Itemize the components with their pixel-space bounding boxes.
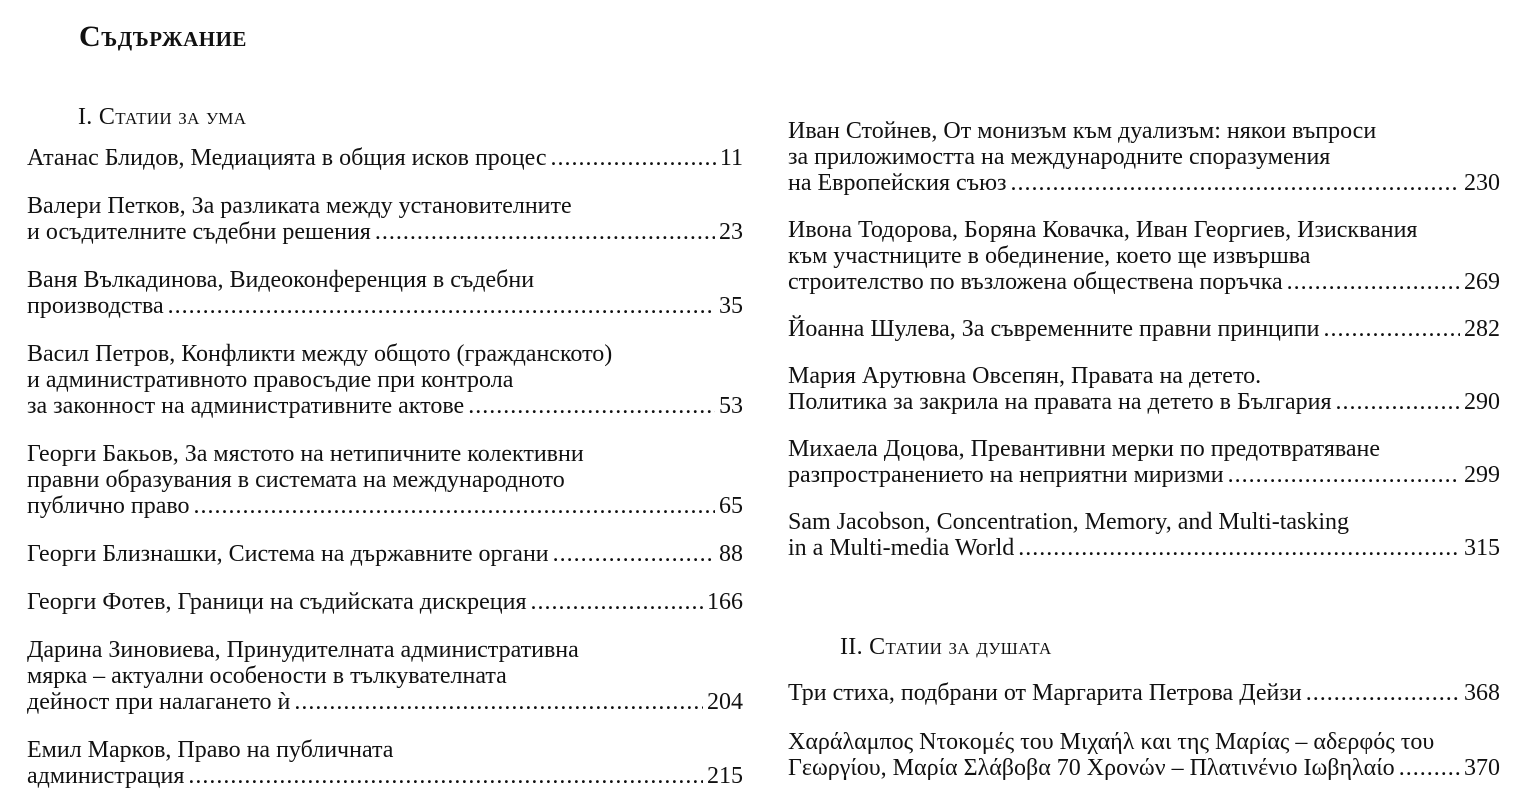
dot-leader: [194, 493, 715, 519]
toc-entry-text: Γεωργίου, Μαρία Σλάβοβα 70 Χρονών – Πλατινένιο Ιωβηλαίο: [788, 755, 1395, 781]
page-title: Съдържание: [79, 20, 247, 53]
toc-entry-line: Мария Арутювна Овсепян, Правата на детето.: [788, 363, 1262, 389]
dot-leader: [1323, 316, 1460, 342]
toc-entry: [788, 217, 1500, 295]
dot-leader: [168, 293, 715, 319]
page-number: 315: [1464, 535, 1500, 561]
toc-entry: [788, 316, 1500, 342]
toc-entry-last-line: [27, 393, 743, 419]
page-number: 53: [719, 393, 743, 419]
dot-leader: [1228, 462, 1460, 488]
toc-entry-text: администрация: [27, 763, 185, 789]
dot-leader: [531, 589, 703, 615]
toc-entry-line: и административното правосъдие при контрола: [27, 367, 514, 393]
toc-entry-line: Михаела Доцова, Превантивни мерки по предотвратяване: [788, 436, 1381, 462]
toc-entry-last-line: [27, 589, 743, 615]
page-number: 368: [1464, 680, 1500, 706]
page-number: 88: [719, 541, 743, 567]
toc-entry: [27, 267, 743, 319]
page-number: 204: [707, 689, 743, 715]
toc-entry-last-line: [788, 389, 1500, 415]
toc-entry-line: за приложимостта на международните споразумения: [788, 144, 1331, 170]
toc-entry-text: за законност на административните актове: [27, 393, 465, 419]
toc-entry-last-line: [27, 689, 743, 715]
toc-entry-last-line: [27, 493, 743, 519]
toc-entry: [27, 737, 743, 789]
toc-entry-last-line: [788, 269, 1500, 295]
page-number: 166: [707, 589, 743, 615]
page-number: 11: [719, 145, 743, 171]
toc-entry: [788, 363, 1500, 415]
toc-entry: [27, 145, 743, 171]
toc-entry-text: на Европейския съюз: [788, 170, 1007, 196]
toc-entry-text: Георги Близнашки, Система на държавните органи: [27, 541, 549, 567]
toc-entry-line: Георги Бакьов, За мястото на нетипичните колективни: [27, 441, 584, 467]
toc-entry: [27, 341, 743, 419]
dot-leader: [1336, 389, 1460, 415]
dot-leader: [294, 689, 703, 715]
toc-entry-last-line: [788, 680, 1500, 706]
toc-entry-text: in a Multi-media World: [788, 535, 1015, 561]
toc-entry: [788, 118, 1500, 196]
section-heading-1: I. Статии за ума: [78, 104, 247, 130]
toc-entry-text: Атанас Блидов, Медиацията в общия исков процес: [27, 145, 547, 171]
dot-leader: [375, 219, 715, 245]
page-number: 370: [1464, 755, 1500, 781]
toc-entry-last-line: [788, 535, 1500, 561]
toc-entry: [27, 637, 743, 715]
dot-leader: [1399, 755, 1460, 781]
dot-leader: [1306, 680, 1460, 706]
page-number: 299: [1464, 462, 1500, 488]
toc-entry-line: Ивона Тодорова, Боряна Ковачка, Иван Георгиев, Изисквания: [788, 217, 1418, 243]
toc-entry-line: Емил Марков, Право на публичната: [27, 737, 394, 763]
toc-entry-text: Три стиха, подбрани от Маргарита Петрова Дейзи: [788, 680, 1302, 706]
toc-entry: [27, 541, 743, 567]
page-number: 230: [1464, 170, 1500, 196]
toc-entry-line: Дарина Зиновиева, Принудителната административна: [27, 637, 579, 663]
toc-entry-last-line: [27, 763, 743, 789]
toc-entry-last-line: [788, 755, 1500, 781]
toc-entry-line: Иван Стойнев, От монизъм към дуализъм: някои въпроси: [788, 118, 1377, 144]
toc-entry: [27, 441, 743, 519]
toc-entry-text: и осъдителните съдебни решения: [27, 219, 371, 245]
toc-entries-right: [788, 118, 1500, 561]
dot-leader: [551, 145, 716, 171]
dot-leader: [188, 763, 703, 789]
page-number: 35: [719, 293, 743, 319]
toc-entry-line: правни образувания в системата на международното: [27, 467, 565, 493]
toc-entry: [788, 436, 1500, 488]
toc-entry-last-line: [27, 145, 743, 171]
toc-entry: [788, 509, 1500, 561]
toc-entry-line: мярка – актуални особености в тълкувателната: [27, 663, 507, 689]
toc-entry-text: разпространението на неприятни миризми: [788, 462, 1224, 488]
toc-entry-line: Валери Петков, За разликата между установителните: [27, 193, 572, 219]
toc-entry-text: Георги Фотев, Граници на съдийската дискреция: [27, 589, 527, 615]
toc-entry-last-line: [788, 316, 1500, 342]
toc-entry-text: публично право: [27, 493, 190, 519]
toc-entry: [27, 589, 743, 615]
toc-entry-last-line: [27, 293, 743, 319]
toc-entry-text: строителство по възложена обществена поръчка: [788, 269, 1283, 295]
dot-leader: [1287, 269, 1460, 295]
toc-entry-last-line: [788, 170, 1500, 196]
toc-entry-last-line: [27, 541, 743, 567]
toc-entries-section2: [788, 680, 1500, 781]
toc-entry: [788, 729, 1500, 781]
toc-entry-text: Йоанна Шулева, За съвременните правни принципи: [788, 316, 1320, 342]
page-number: 23: [719, 219, 743, 245]
toc-entry: [788, 680, 1500, 706]
toc-right-column: [788, 118, 1500, 582]
page-number: 269: [1464, 269, 1500, 295]
page-number: 290: [1464, 389, 1500, 415]
toc-entry-text: производства: [27, 293, 164, 319]
toc-entry-line: Васил Петров, Конфликти между общото (гражданското): [27, 341, 613, 367]
toc-entry-line: Ваня Вълкадинова, Видеоконференция в съдебни: [27, 267, 535, 293]
toc-entry-line: Sam Jacobson, Concentration, Memory, and Multi-tasking: [788, 509, 1350, 535]
toc-section2-column: [788, 680, 1500, 804]
dot-leader: [1011, 170, 1461, 196]
page-number: 65: [719, 493, 743, 519]
dot-leader: [468, 393, 715, 419]
toc-entry-line: Χαράλαμπος Ντοκομές του Μιχαήλ και της Μαρίας – αδερφός του: [788, 729, 1435, 755]
dot-leader: [553, 541, 715, 567]
page-number: 215: [707, 763, 743, 789]
toc-entries-left: [27, 145, 743, 789]
toc-left-column: [27, 104, 743, 811]
page-number: 282: [1464, 316, 1500, 342]
toc-entry-last-line: [788, 462, 1500, 488]
toc-entry-text: дейност при налагането ѝ: [27, 689, 291, 715]
toc-entry-text: Политика за закрила на правата на детето в България: [788, 389, 1332, 415]
section-heading-2: II. Статии за душата: [840, 634, 1052, 660]
toc-entry: [27, 193, 743, 245]
toc-entry-line: към участниците в обединение, което ще извършва: [788, 243, 1311, 269]
toc-entry-last-line: [27, 219, 743, 245]
dot-leader: [1018, 535, 1460, 561]
